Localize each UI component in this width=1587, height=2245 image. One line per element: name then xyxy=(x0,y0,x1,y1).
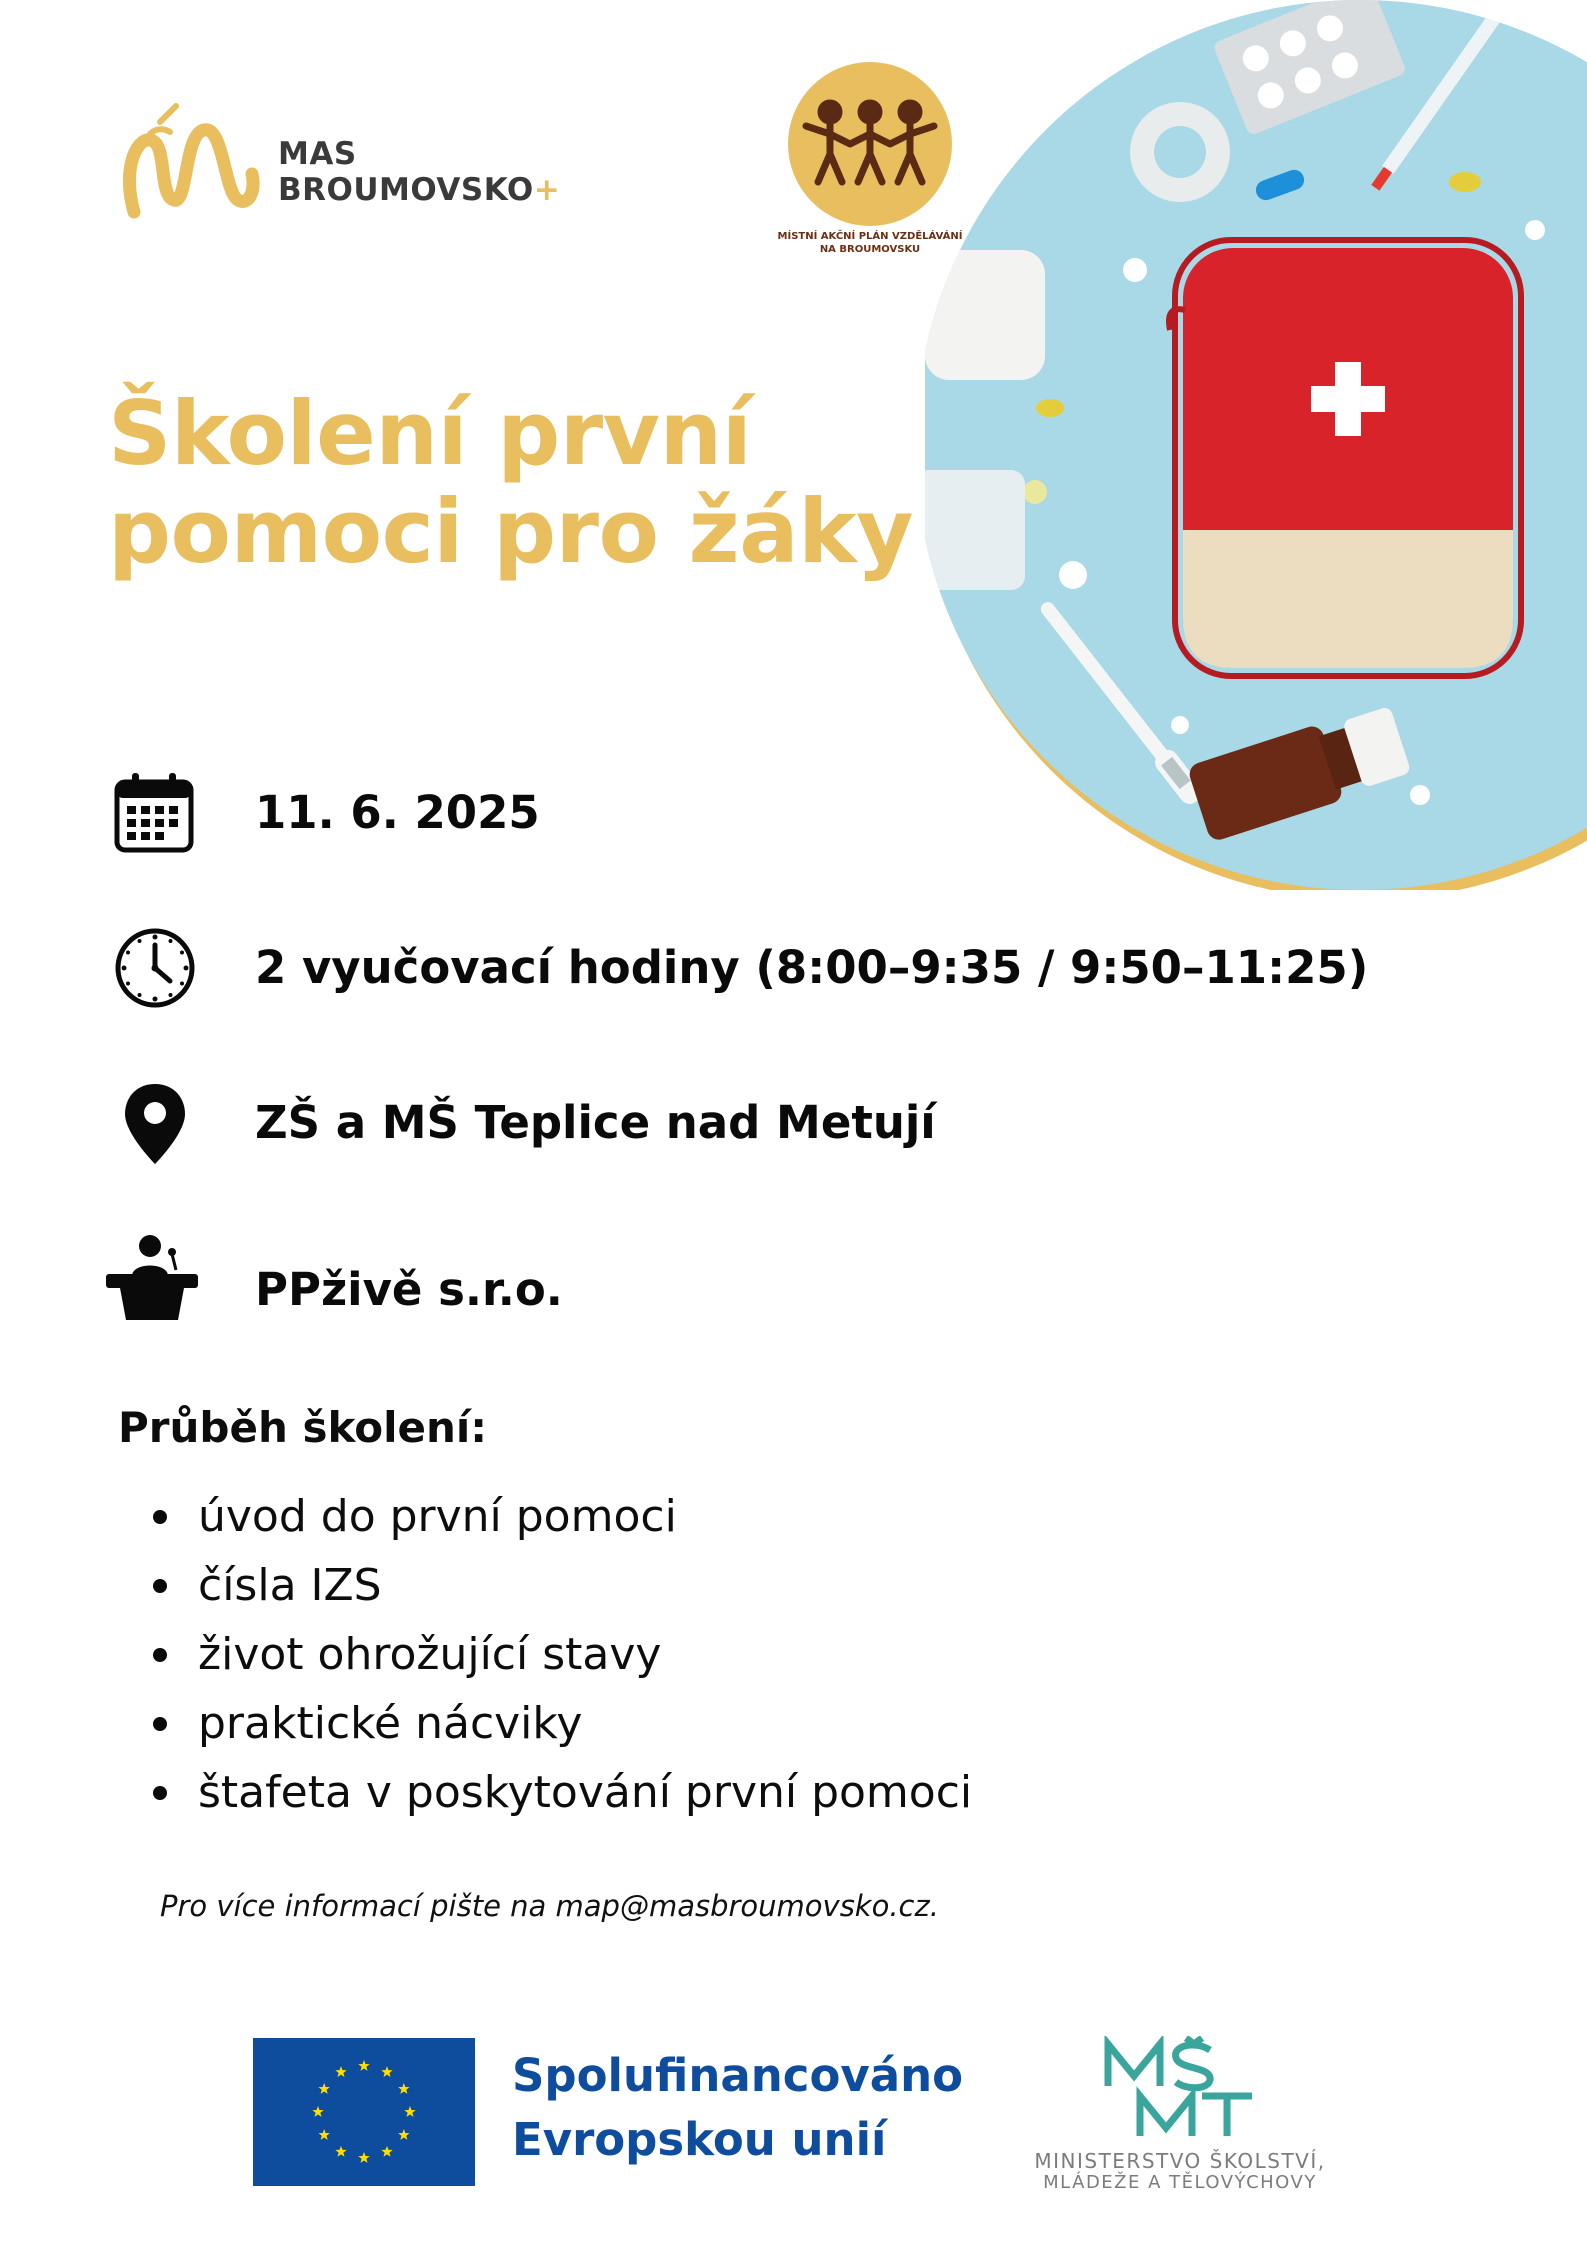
agenda-heading: Průběh školení: xyxy=(118,1403,488,1452)
contact-note: Pro více informací pište na map@masbroumovsko.cz. xyxy=(160,1889,939,1923)
calendar-icon xyxy=(112,770,198,856)
first-aid-kit-icon xyxy=(1169,240,1521,676)
title-line-2: pomoci pro žáky xyxy=(108,480,914,583)
first-aid-photo xyxy=(925,0,1587,890)
mas-broumovsko-wordmark xyxy=(278,136,560,208)
agenda-list xyxy=(150,1482,972,1827)
map-caption-line-2: NA BROUMOVSKU xyxy=(819,244,921,255)
mas-broumovsko-logo xyxy=(120,100,580,240)
page-title xyxy=(108,382,928,583)
eu-line-1: Spolufinancováno xyxy=(512,2049,964,2102)
msmt-line-2: MLÁDEŽE A TĚLOVÝCHOVY xyxy=(1043,2172,1317,2193)
list-item: život ohrožující stavy xyxy=(198,1620,972,1689)
lecturer-podium-icon xyxy=(104,1232,200,1322)
list-item: čísla IZS xyxy=(198,1551,972,1620)
list-item: štafeta v poskytování první pomoci xyxy=(198,1758,972,1827)
mas-line-1: MAS xyxy=(278,136,357,172)
map-pin-icon xyxy=(112,1080,198,1166)
mas-broumovsko-mark-icon xyxy=(120,100,270,240)
title-line-1: Školení první xyxy=(108,382,752,485)
event-time: 2 vyučovací hodiny (8:00–9:35 / 9:50–11:25) xyxy=(255,941,1369,994)
msmt-line-1: MINISTERSTVO ŠKOLSTVÍ, xyxy=(1034,2149,1326,2173)
eu-line-2: Evropskou unií xyxy=(512,2113,887,2166)
list-item: praktické nácviky xyxy=(198,1689,972,1758)
map-caption-line-1: MÍSTNÍ AKČNÍ PLÁN VZDĚLÁVÁNÍ xyxy=(777,231,963,242)
msmt-logo-icon xyxy=(1100,2036,1260,2146)
eu-cofunding-text xyxy=(512,2044,963,2172)
event-place: ZŠ a MŠ Teplice nad Metují xyxy=(255,1096,936,1149)
event-date: 11. 6. 2025 xyxy=(255,786,540,839)
mas-plus-sign: + xyxy=(533,172,561,208)
list-item: úvod do první pomoci xyxy=(198,1482,972,1551)
event-lecturer: PPživě s.r.o. xyxy=(255,1263,563,1316)
mas-line-2: BROUMOVSKO xyxy=(278,172,534,208)
clock-icon xyxy=(112,925,198,1011)
msmt-name xyxy=(1000,2150,1360,2194)
eu-flag-icon xyxy=(253,2038,475,2186)
